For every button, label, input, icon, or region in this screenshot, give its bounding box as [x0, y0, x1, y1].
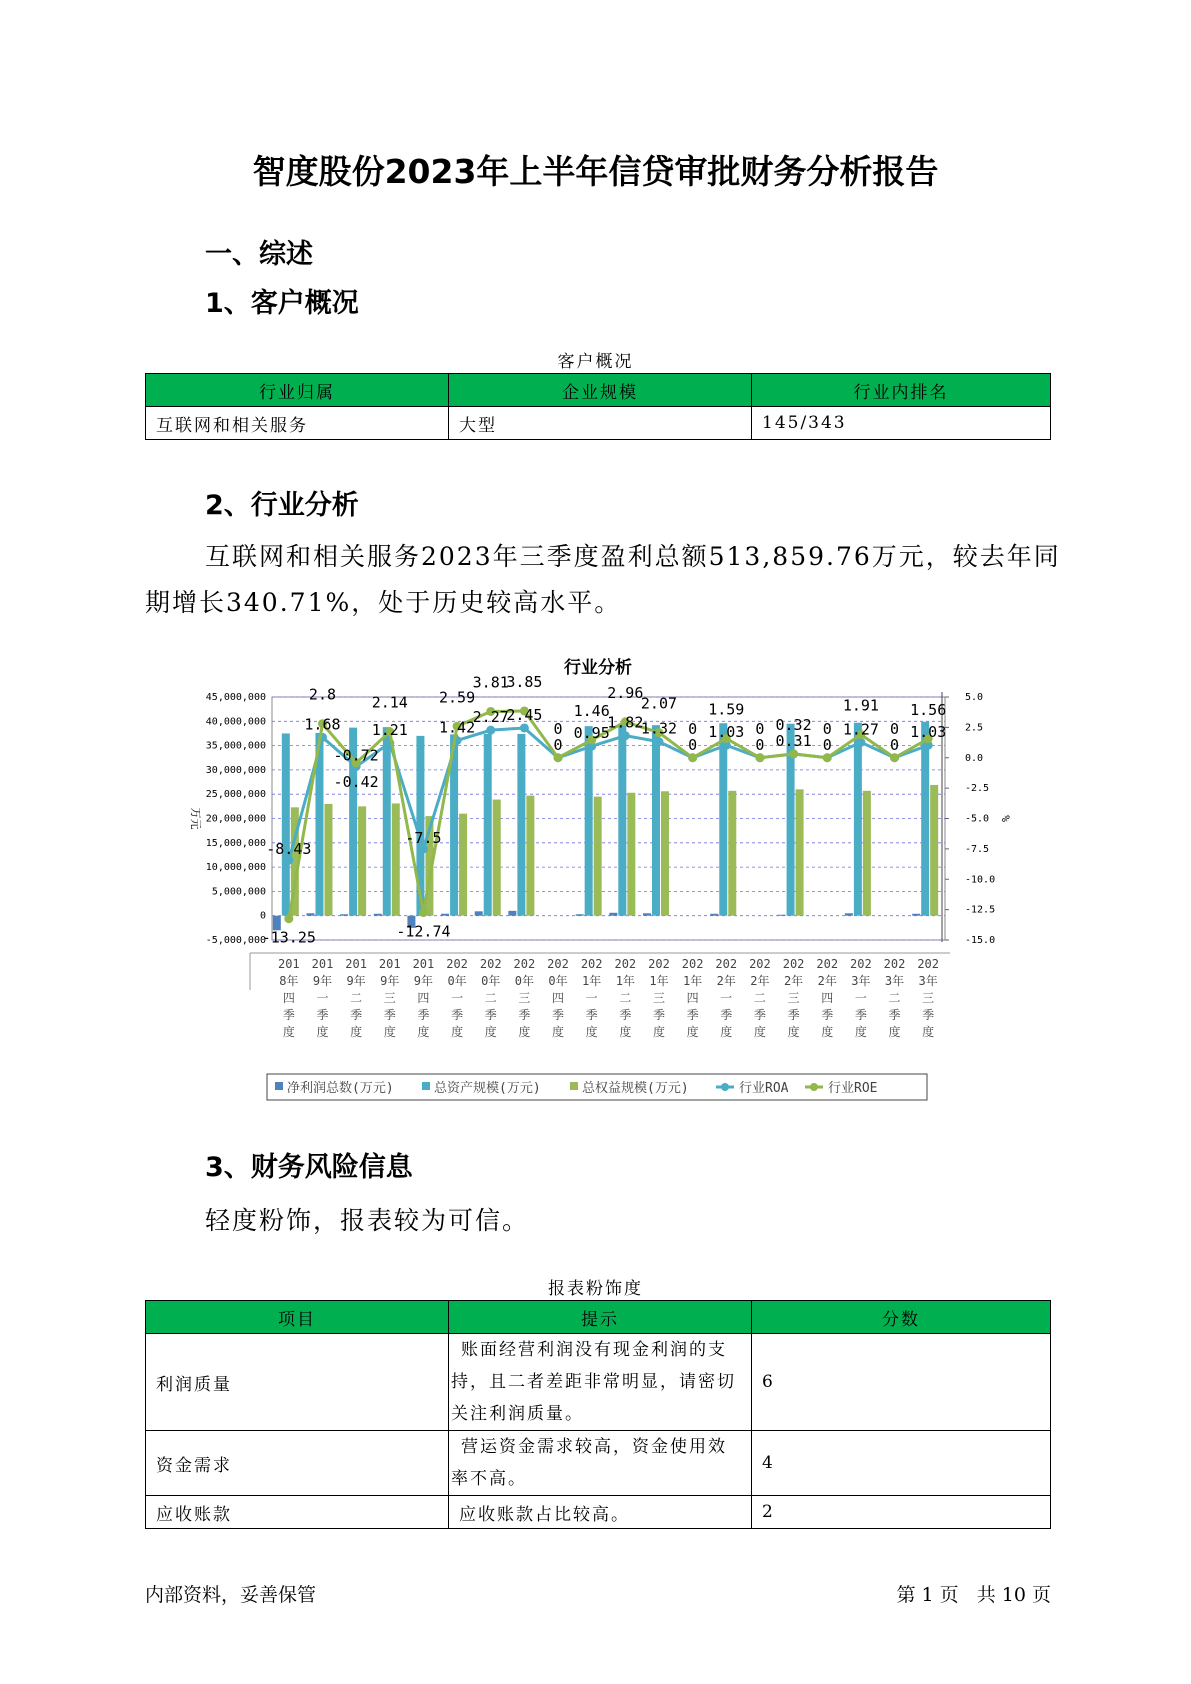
bar-total-equity	[930, 785, 938, 916]
x-tick-label: 201	[311, 957, 334, 971]
industry-para-line2: 期增长340.71%，处于历史较高水平。	[145, 588, 622, 617]
x-tick-label: 2年	[716, 974, 736, 988]
x-tick-label: 202	[917, 957, 940, 971]
roa-data-label: 1.32	[640, 719, 678, 738]
legend-swatch	[422, 1082, 430, 1090]
y-tick-label: 5,000,000	[211, 886, 266, 898]
table2-tip: 应收账款占比较高。	[449, 1496, 752, 1529]
x-tick-label: 三	[518, 991, 531, 1005]
bar-net-profit	[845, 913, 853, 915]
y2-axis-label: %	[999, 815, 1012, 822]
y-axis-label: 万元	[189, 807, 202, 830]
x-tick-label: 一	[720, 991, 733, 1005]
x-tick-label: 201	[345, 957, 367, 971]
y-tick-label: -5,000,000	[205, 935, 266, 946]
y2-tick-label: -5.0	[965, 813, 990, 825]
x-tick-label: 四	[417, 991, 430, 1005]
bar-total-equity	[324, 804, 332, 916]
legend-label: 总资产规模(万元)	[434, 1081, 541, 1096]
x-tick-label: 202	[715, 957, 738, 971]
bar-net-profit	[576, 914, 584, 915]
roe-data-label: 0	[553, 719, 563, 738]
y2-tick-label: 0.0	[965, 752, 984, 764]
x-tick-label: 202	[816, 957, 839, 971]
bar-total-equity	[392, 803, 400, 915]
roe-point	[755, 753, 764, 762]
y-tick-label: 45,000,000	[205, 692, 266, 703]
x-tick-label: 季	[585, 1008, 598, 1022]
x-tick-label: 9年	[312, 974, 333, 988]
table2-tip-line: 率不高。	[451, 1469, 527, 1489]
roe-data-label: 0.32	[775, 715, 812, 734]
roa-point	[621, 731, 630, 740]
table2-score: 4	[752, 1431, 1051, 1496]
bar-total-assets	[652, 725, 660, 916]
x-tick-label: 2年	[817, 974, 837, 988]
x-tick-label: 3年	[884, 974, 905, 988]
chart-x-ticks	[250, 953, 950, 1039]
table2-tip	[449, 1334, 752, 1431]
x-tick-label: 201	[277, 957, 300, 971]
table2-score: 2	[752, 1496, 1051, 1529]
section-heading-overview: 一、综述	[205, 239, 313, 270]
roa-data-label: 0	[822, 735, 832, 754]
x-tick-label: 季	[451, 1008, 464, 1022]
x-tick-label: 四	[686, 991, 699, 1005]
x-tick-label: 季	[854, 1008, 867, 1022]
x-tick-label: 一	[451, 991, 464, 1005]
roa-point	[520, 723, 529, 732]
table2-item: 资金需求	[146, 1431, 449, 1496]
bar-total-equity	[796, 789, 804, 915]
bar-total-equity	[358, 806, 366, 915]
roa-data-label: 1.27	[842, 720, 879, 739]
roe-point	[823, 753, 832, 762]
roe-data-label: -12.74	[396, 922, 451, 941]
roe-point	[554, 753, 563, 762]
x-tick-label: 度	[316, 1025, 329, 1039]
bar-total-assets	[517, 734, 525, 916]
table-row	[146, 1334, 1051, 1431]
table2-tip-line: 关注利润质量。	[451, 1404, 584, 1424]
bar-total-assets	[854, 723, 862, 916]
y2-tick-label: -2.5	[965, 783, 990, 795]
roe-data-label: -0.42	[333, 772, 379, 791]
x-tick-label: 四	[821, 991, 834, 1005]
roa-data-label: 1.42	[439, 718, 476, 737]
x-tick-label: 0年	[481, 974, 501, 988]
x-tick-label: 3年	[851, 974, 871, 988]
table2-tip-line: 营运资金需求较高，资金使用效	[461, 1437, 727, 1457]
roe-data-label: -13.25	[261, 928, 316, 947]
bar-net-profit	[441, 914, 449, 916]
x-tick-label: 度	[720, 1025, 733, 1039]
x-tick-label: 三	[787, 991, 800, 1005]
x-tick-label: 2年	[783, 974, 804, 988]
x-tick-label: 度	[282, 1025, 295, 1039]
x-tick-label: 9年	[380, 974, 400, 988]
x-tick-label: 四	[282, 991, 295, 1005]
table2-tip-line: 账面经营利润没有现金利润的支	[461, 1340, 727, 1360]
x-tick-label: 三	[652, 991, 665, 1005]
x-tick-label: 二	[350, 991, 363, 1005]
y-tick-label: 20,000,000	[205, 813, 266, 825]
x-tick-label: 季	[787, 1008, 800, 1022]
table2-header-tip: 提示	[449, 1301, 752, 1334]
roe-point	[688, 753, 697, 762]
x-tick-label: 季	[720, 1008, 733, 1022]
x-tick-label: 度	[451, 1025, 464, 1039]
x-tick-label: 季	[686, 1008, 699, 1022]
x-tick-label: 9年	[413, 974, 434, 988]
bar-total-equity	[863, 791, 871, 916]
x-tick-label: 度	[619, 1025, 632, 1039]
table-row	[146, 1431, 1051, 1496]
roa-point	[856, 738, 865, 747]
x-tick-label: 季	[652, 1008, 665, 1022]
roa-data-label: -0.72	[333, 746, 379, 765]
table1-header-scale: 企业规模	[449, 374, 752, 407]
y2-tick-label: 2.5	[965, 722, 984, 734]
x-tick-label: 一	[316, 991, 329, 1005]
bar-net-profit	[778, 915, 786, 916]
legend-label: 行业ROA	[739, 1081, 789, 1096]
x-tick-label: 0年	[447, 974, 467, 988]
x-tick-label: 202	[446, 957, 468, 971]
legend-label: 行业ROE	[828, 1081, 878, 1096]
x-tick-label: 度	[652, 1025, 665, 1039]
table2-tip	[449, 1431, 752, 1496]
table-row	[146, 1496, 1051, 1529]
bar-net-profit	[643, 913, 651, 915]
bar-total-assets	[585, 726, 593, 916]
y-tick-label: 35,000,000	[205, 740, 266, 752]
whitewash-table	[145, 1300, 1051, 1529]
subheading-customer-overview: 1、客户概况	[205, 288, 359, 319]
customer-overview-table	[145, 373, 1051, 440]
x-tick-label: 9年	[346, 974, 366, 988]
x-tick-label: 0年	[548, 974, 568, 988]
legend-swatch	[570, 1082, 578, 1090]
roe-data-label: 2.14	[371, 693, 408, 712]
table1-caption: 客户概况	[557, 352, 634, 372]
bar-net-profit	[475, 911, 483, 915]
bar-net-profit	[508, 911, 516, 916]
bar-total-assets	[282, 733, 290, 915]
x-tick-label: 度	[417, 1025, 430, 1039]
footer-page-number: 第 1 页 共 10 页	[896, 1584, 1051, 1606]
roa-data-label: 1.03	[910, 723, 947, 742]
y-tick-label: 40,000,000	[205, 716, 266, 728]
x-tick-label: 四	[552, 991, 565, 1005]
bar-net-profit	[710, 914, 718, 916]
table1-cell-industry: 互联网和相关服务	[146, 407, 449, 440]
x-tick-label: 度	[552, 1025, 565, 1039]
roe-data-label: 1.59	[708, 700, 745, 719]
y-tick-label: 30,000,000	[205, 764, 266, 776]
table1-header-rank: 行业内排名	[752, 374, 1051, 407]
y2-tick-label: -15.0	[965, 935, 996, 946]
x-tick-label: 202	[749, 957, 771, 971]
roe-data-label: 0	[822, 719, 832, 738]
x-tick-label: 度	[350, 1025, 363, 1039]
x-tick-label: 二	[753, 991, 766, 1005]
industry-para-line1: 互联网和相关服务2023年三季度盈利总额513,859.76万元，较去年同	[205, 542, 1061, 571]
legend-marker	[810, 1083, 818, 1091]
document-title: 智度股份2023年上半年信贷审批财务分析报告	[252, 152, 939, 191]
x-tick-label: 1年	[649, 974, 669, 988]
roa-data-label: 0	[553, 735, 563, 754]
footer-confidential: 内部资料，妥善保管	[145, 1584, 317, 1606]
bar-total-assets	[921, 722, 929, 916]
roa-data-label: 1.21	[371, 721, 408, 740]
x-tick-label: 三	[383, 991, 396, 1005]
roa-data-label: 2.27	[472, 708, 509, 727]
x-tick-label: 201	[378, 957, 401, 971]
table1-header-industry: 行业归属	[146, 374, 449, 407]
x-tick-label: 1年	[615, 974, 635, 988]
x-tick-label: 202	[681, 957, 704, 971]
table2-item: 应收账款	[146, 1496, 449, 1529]
x-tick-label: 季	[888, 1008, 901, 1022]
y2-tick-label: -12.5	[965, 904, 996, 916]
roa-data-label: 0.95	[573, 724, 610, 743]
y-tick-label: 0	[259, 910, 266, 922]
legend-label: 总权益规模(万元)	[582, 1081, 689, 1096]
roe-point	[789, 749, 798, 758]
bar-net-profit	[912, 914, 920, 916]
bar-total-assets	[719, 723, 727, 915]
roe-data-label: 1.56	[910, 700, 947, 719]
roe-data-label: 1.91	[842, 696, 879, 715]
roa-data-label: 1.82	[607, 713, 644, 732]
subheading-financial-risk: 3、财务风险信息	[205, 1152, 413, 1183]
roe-data-label: 3.81	[472, 673, 509, 692]
roe-point	[284, 914, 293, 923]
roe-data-label: 0	[890, 719, 900, 738]
roe-data-label: 2.96	[607, 683, 644, 702]
table2-item: 利润质量	[146, 1334, 449, 1431]
x-tick-label: 季	[350, 1008, 363, 1022]
x-tick-label: 一	[854, 991, 867, 1005]
y2-tick-label: 5.0	[965, 692, 984, 703]
x-tick-label: 三	[922, 991, 935, 1005]
roe-data-label: 0	[688, 719, 698, 738]
roe-point	[419, 908, 428, 917]
x-tick-label: 202	[547, 957, 569, 971]
x-tick-label: 度	[787, 1025, 800, 1039]
bar-net-profit	[306, 913, 314, 915]
x-tick-label: 2年	[750, 974, 770, 988]
x-tick-label: 季	[821, 1008, 834, 1022]
roe-data-label: 2.59	[439, 688, 476, 707]
roe-data-label: 1.46	[573, 702, 610, 721]
x-tick-label: 度	[686, 1025, 699, 1039]
x-tick-label: 季	[552, 1008, 565, 1022]
roe-data-label: 3.85	[506, 672, 543, 691]
table2-caption: 报表粉饰度	[548, 1279, 643, 1299]
table1-cell-rank: 145/343	[752, 407, 1051, 440]
roa-data-label: 0	[890, 735, 900, 754]
table2-header-score: 分数	[752, 1301, 1051, 1334]
roe-data-label: 0	[755, 719, 765, 738]
bar-total-equity	[493, 800, 501, 916]
table2-tip-line: 持，且二者差距非常明显，请密切	[451, 1372, 736, 1392]
x-tick-label: 8年	[279, 974, 299, 988]
x-tick-label: 季	[383, 1008, 396, 1022]
roa-data-label: 0	[688, 735, 698, 754]
roa-data-label: -8.43	[266, 840, 312, 859]
roe-point	[890, 753, 899, 762]
x-tick-label: 二	[619, 991, 632, 1005]
x-tick-label: 二	[484, 991, 497, 1005]
legend-marker	[721, 1083, 729, 1091]
roa-point	[486, 726, 495, 735]
industry-analysis-chart	[180, 650, 1020, 1105]
x-tick-label: 201	[412, 957, 435, 971]
x-tick-label: 季	[619, 1008, 632, 1022]
bar-total-equity	[661, 791, 669, 915]
bar-total-assets	[383, 727, 391, 916]
x-tick-label: 202	[479, 957, 502, 971]
table1-cell-scale: 大型	[449, 407, 752, 440]
bar-total-assets	[618, 725, 626, 916]
y-tick-label: 10,000,000	[205, 862, 266, 874]
roa-data-label: -7.5	[405, 828, 442, 847]
roa-data-label: 1.68	[304, 715, 341, 734]
chart-title: 行业分析	[564, 658, 632, 678]
y2-tick-label: -7.5	[965, 843, 990, 855]
x-tick-label: 季	[518, 1008, 531, 1022]
x-tick-label: 二	[888, 991, 901, 1005]
x-tick-label: 202	[883, 957, 906, 971]
y-tick-label: 25,000,000	[205, 789, 266, 801]
x-tick-label: 度	[585, 1025, 598, 1039]
risk-para: 轻度粉饰，报表较为可信。	[205, 1206, 530, 1235]
x-tick-label: 季	[922, 1008, 935, 1022]
y-tick-label: 15,000,000	[205, 837, 266, 849]
x-tick-label: 季	[417, 1008, 430, 1022]
x-tick-label: 季	[282, 1008, 295, 1022]
x-tick-label: 202	[782, 957, 805, 971]
bar-total-equity	[728, 791, 736, 916]
table2-score: 6	[752, 1334, 1051, 1431]
x-tick-label: 度	[484, 1025, 497, 1039]
table2-header-item: 项目	[146, 1301, 449, 1334]
bar-total-assets	[484, 734, 492, 916]
x-tick-label: 度	[821, 1025, 834, 1039]
legend-label: 净利润总数(万元)	[287, 1081, 394, 1096]
roa-point	[654, 737, 663, 746]
x-tick-label: 季	[753, 1008, 766, 1022]
x-tick-label: 0年	[514, 974, 534, 988]
bar-net-profit	[609, 913, 617, 916]
x-tick-label: 度	[922, 1025, 935, 1039]
x-tick-label: 1年	[683, 974, 703, 988]
y2-tick-label: -10.0	[965, 874, 996, 886]
legend-swatch	[275, 1082, 283, 1090]
x-tick-label: 季	[316, 1008, 329, 1022]
roa-data-label: 2.45	[506, 705, 543, 724]
x-tick-label: 202	[850, 957, 872, 971]
x-tick-label: 1年	[582, 974, 602, 988]
x-tick-label: 202	[513, 957, 536, 971]
x-tick-label: 季	[484, 1008, 497, 1022]
roa-data-label: 0	[755, 735, 765, 754]
chart-legend	[267, 1074, 927, 1100]
bar-total-equity	[526, 796, 534, 916]
x-tick-label: 一	[585, 991, 598, 1005]
subheading-industry-analysis: 2、行业分析	[205, 490, 359, 521]
bar-net-profit	[340, 914, 348, 915]
bar-total-equity	[627, 793, 635, 916]
x-tick-label: 202	[648, 957, 670, 971]
x-tick-label: 202	[614, 957, 637, 971]
roe-data-label: 2.07	[640, 694, 678, 713]
x-tick-label: 度	[854, 1025, 867, 1039]
bar-total-equity	[459, 814, 467, 916]
x-tick-label: 3年	[918, 974, 938, 988]
roa-data-label: 0.31	[775, 731, 812, 750]
roa-data-label: 1.03	[708, 723, 745, 742]
roe-data-label: 2.8	[308, 685, 337, 704]
x-tick-label: 度	[518, 1025, 531, 1039]
x-tick-label: 度	[753, 1025, 766, 1039]
x-tick-label: 202	[580, 957, 603, 971]
x-tick-label: 度	[383, 1025, 396, 1039]
bar-net-profit	[374, 914, 382, 916]
bar-total-equity	[594, 797, 602, 916]
x-tick-label: 度	[888, 1025, 901, 1039]
